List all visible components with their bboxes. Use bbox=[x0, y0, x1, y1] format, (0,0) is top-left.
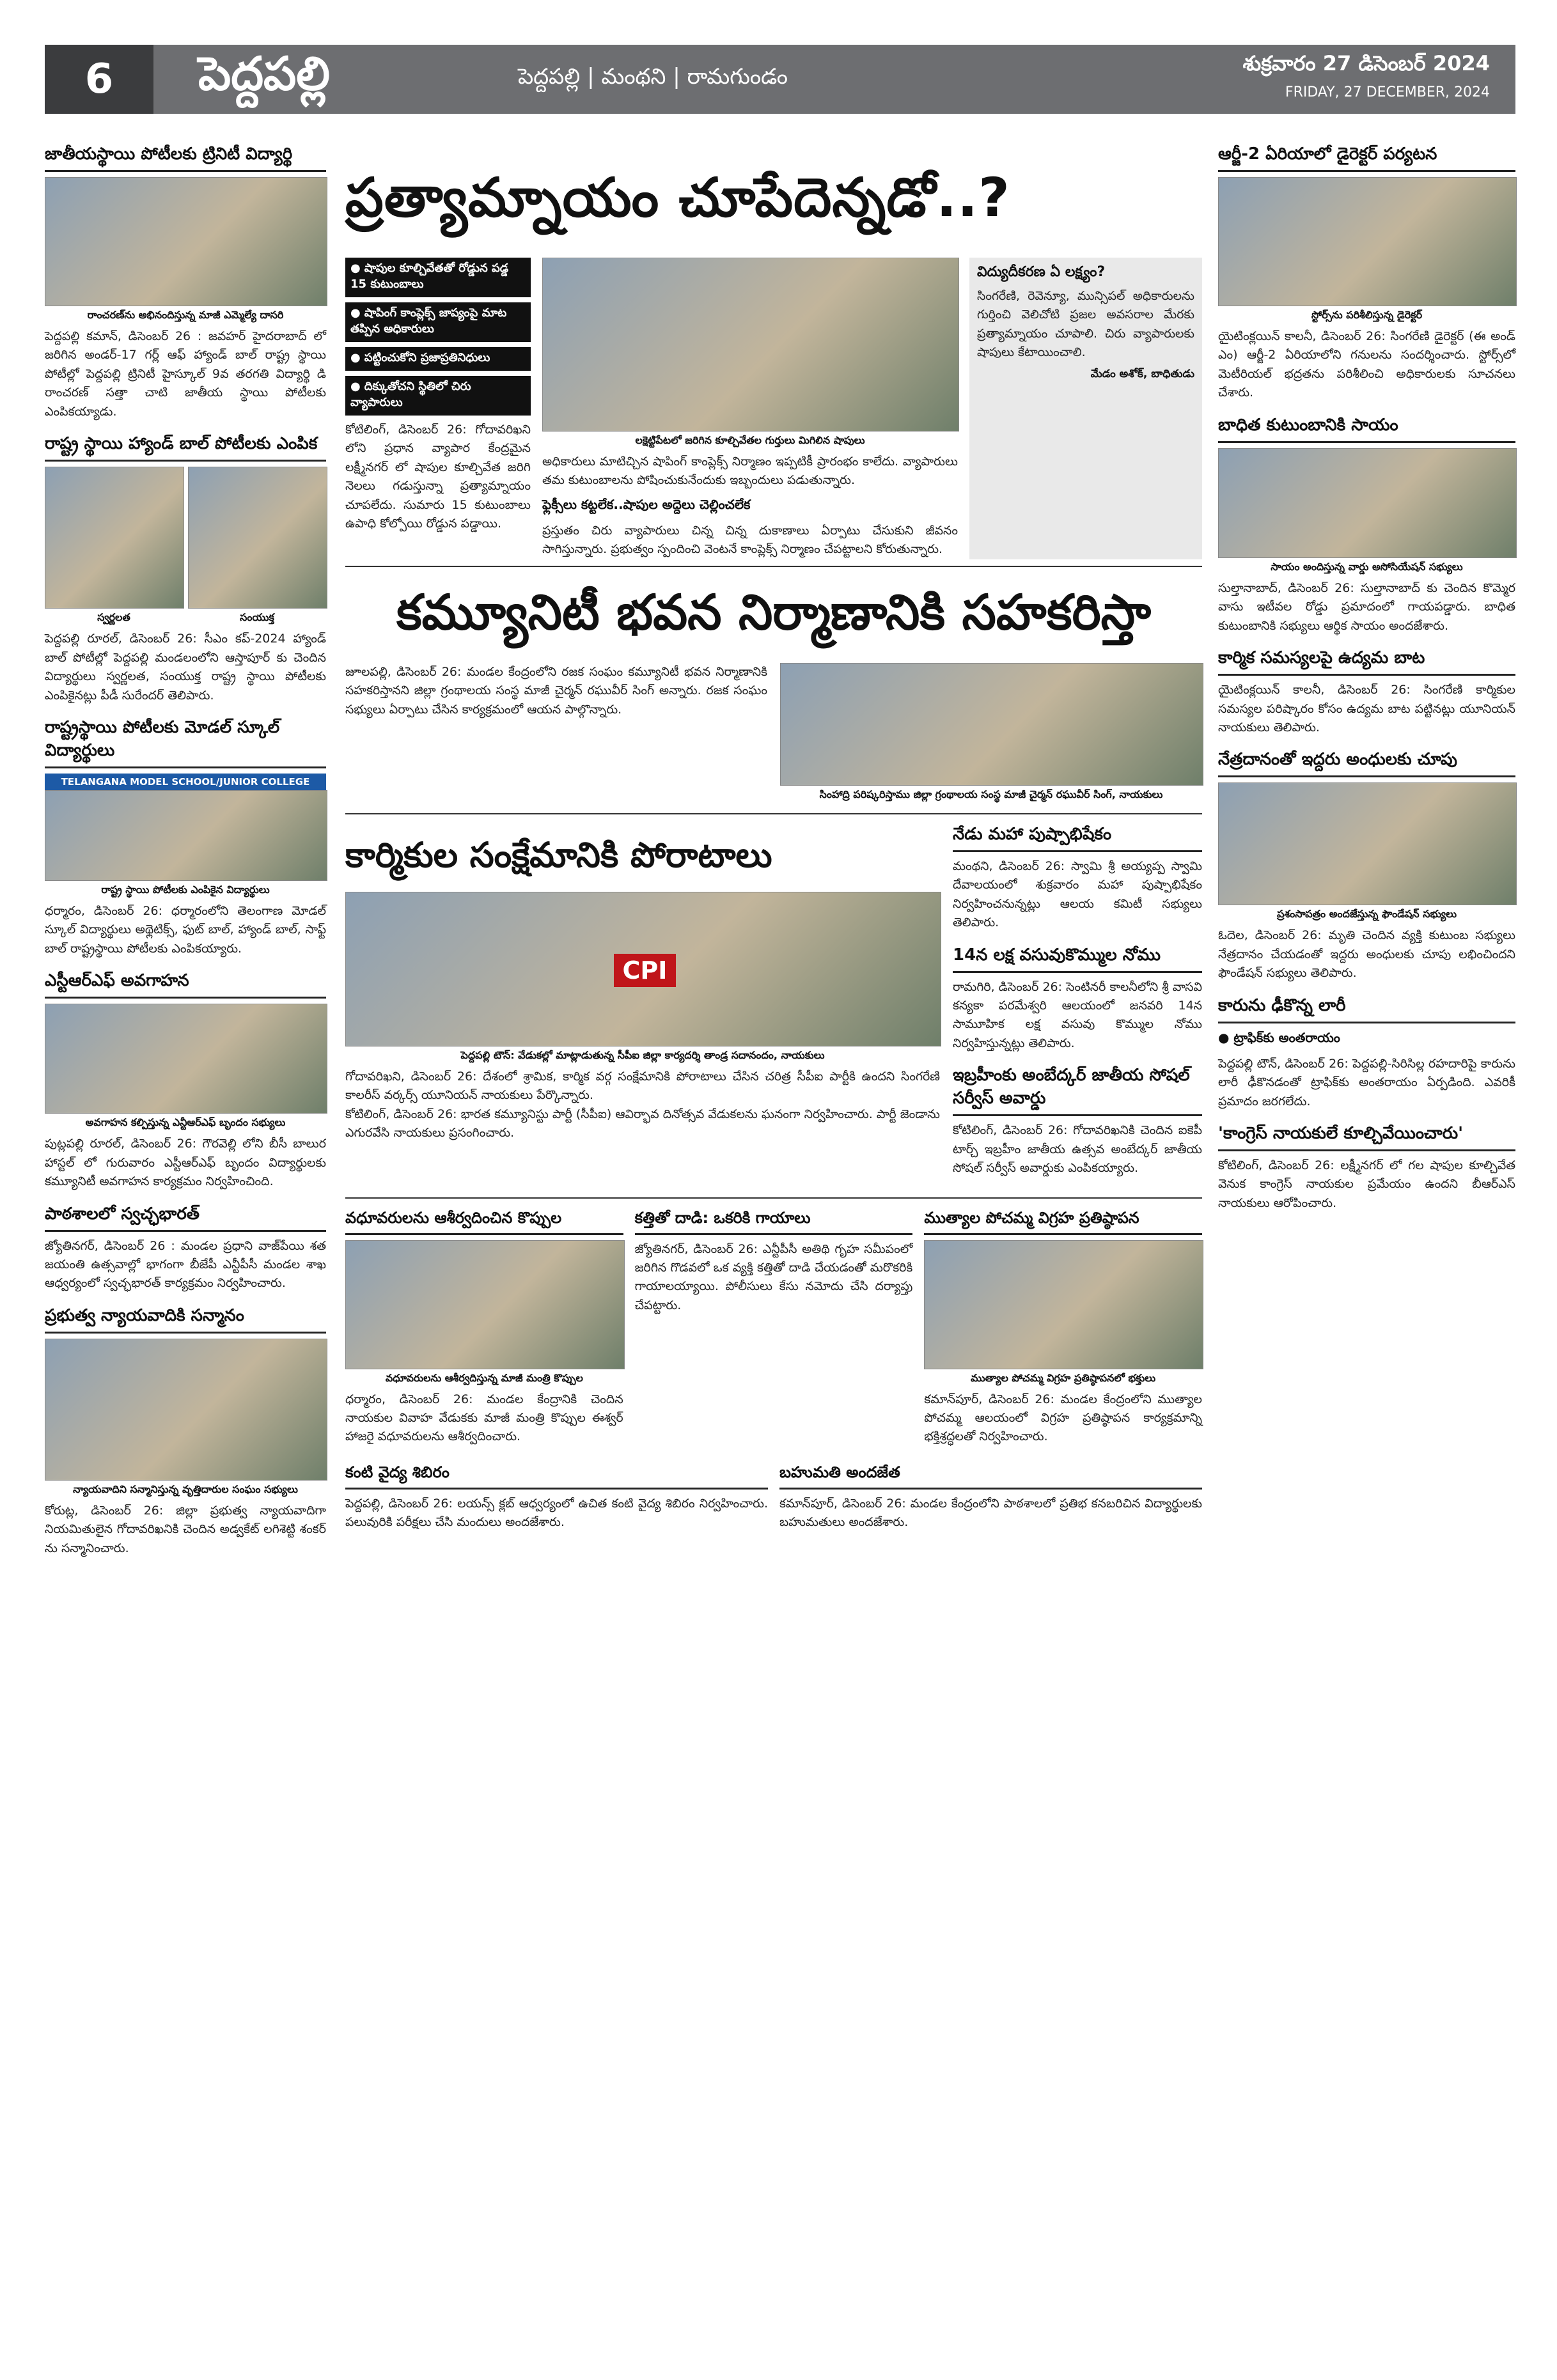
story-title: ఇబ్రహీంకు అంబేద్కర్ జాతీయ సోషల్ సర్వీస్ అవార్డు bbox=[953, 1066, 1202, 1116]
story-body: పుట్లపల్లి రూరల్, డిసెంబర్ 26: గౌరవెల్లి లోని బీసీ బాలుర హాస్టల్ లో గురువారం ఎస్టీఆర్ఎఫ్ బృందం విద్యార్థులకు కమ్యూనిటీ అవగాహన కార్యక్రమం నిర్వహించింది. bbox=[45, 1137, 326, 1189]
masthead bbox=[45, 45, 1515, 114]
sidebar-title: విద్యుదీకరణ ఏ లక్ష్యం? bbox=[977, 264, 1106, 280]
story-trinity-student bbox=[45, 144, 326, 421]
story-body: కోటిలింగ్, డిసెంబర్ 26: లక్ష్మీనగర్ లో గల షాపుల కూల్చివేత వెనుక కాంగ్రెస్ నాయకుల ప్రమేయం ఉందని బీఆర్ఎస్ నాయకులు ఆరోపించారు. bbox=[1218, 1158, 1515, 1210]
story-lorry-accident bbox=[1218, 996, 1515, 1111]
community-story bbox=[345, 584, 1202, 807]
story-title: ప్రభుత్వ న్యాయవాదికి సన్మానం bbox=[45, 1306, 326, 1334]
photo-caption: స్టోర్స్‌ను పరిశీలిస్తున్న డైరెక్టర్ bbox=[1311, 309, 1423, 321]
lead-bullet: ● షాపింగ్ కాంప్లెక్స్ జాప్యంపై మాట తప్పిన అధికారులు bbox=[345, 302, 531, 342]
story-body: సుల్తానాబాద్, డిసెంబర్ 26: సుల్తానాబాద్ కు చెందిన కొమ్మెర వాసు ఇటీవల రోడ్డు ప్రమాదంలో గాయపడ్డారు. బాధిత కుటుంబానికి సభ్యులు ఆర్థిక సాయం అందజేశారు. bbox=[1218, 580, 1515, 633]
news-photo bbox=[1218, 177, 1517, 306]
workers-body: కోటిలింగ్, డిసెంబర్ 26: భారత కమ్యూనిస్టు పార్టీ (సీపీఐ) ఆవిర్భావ దినోత్సవ వేడుకలను ఘనంగా నిర్వహించారు. పార్టీ జెండాను ఎగురవేసి నాయకులు ప్రసంగించారు. bbox=[345, 1107, 940, 1140]
story-title: ముత్యాల పోచమ్మ విగ్రహ ప్రతిష్ఠాపన bbox=[924, 1209, 1202, 1235]
story-knife-attack bbox=[635, 1205, 913, 1447]
lead-photo bbox=[542, 258, 959, 432]
story-handball-selection bbox=[45, 434, 326, 705]
story-title: జాతీయస్థాయి పోటీలకు ట్రినిటీ విద్యార్థి bbox=[45, 144, 326, 172]
story-eye-donation bbox=[1218, 750, 1515, 983]
photo-caption: లక్షెట్టిపేటలో జరిగిన కూల్చివేతల గుర్తులు మిగిలిన షాపులు bbox=[635, 434, 865, 446]
story-body: కమాన్‌పూర్, డిసెంబర్ 26: మండల కేంద్రంలోని ముత్యాల పోచమ్మ ఆలయంలో విగ్రహ ప్రతిష్ఠాపన కార్యక్రమాన్ని భక్తిశ్రద్ధలతో నిర్వహించారు. bbox=[924, 1392, 1203, 1444]
section-title: పెద్దపల్లి bbox=[198, 47, 330, 100]
story-prize-distribution bbox=[779, 1459, 1202, 1532]
story-subhead: ● ట్రాఫిక్‌కు అంతరాయం bbox=[1218, 1029, 1340, 1045]
photo-caption: న్యాయవాదిని సన్మానిస్తున్న వృత్తిదారుల సంఘం సభ్యులు bbox=[73, 1482, 298, 1495]
story-awareness bbox=[45, 971, 326, 1191]
news-photo bbox=[45, 177, 327, 306]
portrait-photo bbox=[45, 467, 184, 609]
story-title: నేత్రదానంతో ఇద్దరు అంధులకు చూపు bbox=[1218, 750, 1515, 777]
lead-sidebar bbox=[969, 258, 1202, 559]
bullet-icon: ● bbox=[350, 261, 361, 275]
photo-caption: పెద్దపల్లి టౌన్: వేడుకల్లో మాట్లాడుతున్న సీపీఐ జిల్లా కార్యదర్శి తాండ్ర సదానందం, నాయకులు bbox=[460, 1048, 825, 1061]
lead-body: అధికారులు మాటిచ్చిన షాపింగ్ కాంప్లెక్స్ నిర్మాణం ఇప్పటికీ ప్రారంభం కాలేదు. వ్యాపారులు తమ కుటుంబాలను పోషించుకునేందుకు ఇబ్బందులు పడుతున్నారు. bbox=[542, 455, 958, 488]
story-swachh-bharat bbox=[45, 1204, 326, 1293]
story-body: మంథని, డిసెంబర్ 26: స్వామి శ్రీ అయ్యప్ప స్వామి దేవాలయంలో శుక్రవారం మహా పుష్పాభిషేకం నిర్వహించనున్నట్లు ఆలయ కమిటీ సభ్యులు తెలిపారు. bbox=[953, 859, 1202, 930]
story-title: బాధిత కుటుంబానికి సాయం bbox=[1218, 416, 1515, 443]
story-title: కార్మిక సమస్యలపై ఉద్యమ బాట bbox=[1218, 648, 1515, 676]
story-body: యైటింక్లయిన్ కాలనీ, డిసెంబర్ 26: సింగరేణి డైరెక్టర్ (ఈ అండ్ ఎం) ఆర్జీ-2 ఏరియాలోని గనులను సందర్శించారు. స్టోర్స్‌లో మెటీరియల్ భద్రతను పరిశీలించి అధికారులకు సూచనలు చేశారు. bbox=[1218, 329, 1515, 400]
divider bbox=[345, 1197, 1202, 1199]
lead-headline: ప్రత్యామ్నాయం చూపేదెన్నడో..? bbox=[345, 166, 1010, 229]
story-award bbox=[953, 1066, 1202, 1178]
lead-body: ప్రస్తుతం చిరు వ్యాపారులు చిన్న చిన్న దుకాణాలు ఏర్పాటు చేసుకుని జీవనం సాగిస్తున్నారు. ప్రభుత్వం స్పందించి వెంటనే కాంప్లెక్స్ నిర్మాణం చేపట్టాలని కోరుతున్నారు. bbox=[542, 523, 958, 557]
story-eye-camp bbox=[345, 1459, 768, 1532]
story-workers-movement bbox=[1218, 648, 1515, 737]
story-pushpabhishekam bbox=[953, 825, 1202, 933]
story-title: 14న లక్ష వసువుకొమ్ముల నోము bbox=[953, 945, 1202, 973]
center-column bbox=[345, 141, 1202, 1545]
story-koppula-blessing bbox=[345, 1205, 623, 1447]
story-body: కోటిలింగ్, డిసెంబర్ 26: గోదావరిఖనికి చెందిన ఐకెపీ టార్చ్ ఇబ్రహీం జాతీయ ఉత్సవ అంబేద్కర్ జాతీయ సోషల్ సర్వీస్ అవార్డుకు ఎంపికయ్యారు. bbox=[953, 1123, 1202, 1176]
photo-caption: రాంచరణ్‌ను అభినందిస్తున్న మాజీ ఎమ్మెల్యే దాసరి bbox=[87, 309, 284, 321]
page-number: 6 bbox=[45, 45, 153, 114]
story-title: వధూవరులను ఆశీర్వదించిన కొప్పుల bbox=[345, 1209, 623, 1235]
story-title: ఎస్టీఆర్ఎఫ్ అవగాహన bbox=[45, 971, 326, 999]
photo-caption: ప్రశంసాపత్రం అందజేస్తున్న ఫౌండేషన్ సభ్యులు bbox=[1276, 908, 1457, 921]
date-english: FRIDAY, 27 DECEMBER, 2024 bbox=[1285, 84, 1490, 100]
story-title: కంటి వైద్య శిబిరం bbox=[345, 1463, 768, 1489]
photo-caption: అవగాహన కల్పిస్తున్న ఎన్టీఆర్ఎఫ్ బృందం సభ్యులు bbox=[85, 1116, 286, 1129]
right-column bbox=[1218, 141, 1515, 1225]
story-body: యైటింక్లయిన్ కాలనీ, డిసెంబర్ 26: సింగరేణి కార్మికుల సమస్యల పరిష్కారం కోసం ఉద్యమ బాట పట్టినట్లు యూనియన్ నాయకులు తెలిపారు. bbox=[1218, 683, 1515, 735]
story-congress-allegation bbox=[1218, 1124, 1515, 1213]
bullet-icon: ● bbox=[350, 306, 361, 320]
news-photo bbox=[1218, 782, 1517, 905]
story-body: జ్యోతినగర్, డిసెంబర్ 26 : మండల ప్రధాని వాజ్‌పేయి శత జయంతి ఉత్సవాల్లో భాగంగా బీజేపీ ఎన్టీపీసీ మండల శాఖ ఆధ్వర్యంలో స్వచ్ఛభారత్ కార్యక్రమం నిర్వహించారు. bbox=[45, 1238, 326, 1291]
photo-caption: ముత్యాల పోచమ్మ విగ్రహ ప్రతిష్ఠాపనలో భక్తులు bbox=[971, 1371, 1156, 1384]
news-photo bbox=[924, 1240, 1203, 1369]
divider bbox=[345, 566, 1202, 567]
bullet-icon: ● bbox=[350, 351, 361, 364]
bullet-icon: ● bbox=[350, 380, 361, 393]
story-family-aid bbox=[1218, 416, 1515, 635]
lead-bullet: ● పట్టించుకోని ప్రజాప్రతినిధులు bbox=[345, 347, 531, 371]
story-title: కత్తితో దాడి: ఒకరికి గాయాలు bbox=[635, 1209, 913, 1235]
photo-caption: సాయం అందిస్తున్న వార్డు అసోసియేషన్ సభ్యులు bbox=[1271, 560, 1463, 573]
lead-body: కోటిలింగ్, డిసెంబర్ 26: గోదావరిఖని లోని ప్రధాన వ్యాపార కేంద్రమైన లక్ష్మీనగర్ లో షాపుల కూల్చివేత జరిగి నెలలు గడుస్తున్నా ప్రత్యామ్నాయం చూపలేదు. సుమారు 15 కుటుంబాలు ఉపాధి కోల్పోయి రోడ్డున పడ్డాయి. bbox=[345, 423, 531, 531]
divider bbox=[345, 813, 1202, 814]
story-body: ఓదెల, డిసెంబర్ 26: మృతి చెందిన వ్యక్తి కుటుంబ సభ్యులు నేత్రదానం చేయడంతో ఇద్దరు అంధులకు చూపు లభించిందని ఫౌండేషన్ సభ్యులు తెలిపారు. bbox=[1218, 928, 1515, 981]
story-body: కోరుట్ల, డిసెంబర్ 26: జిల్లా ప్రభుత్వ న్యాయవాదిగా నియమితులైన గోదావరిఖనికి చెందిన అడ్వకేట్ లగిశెట్టి శంకర్ ను సన్మానించారు. bbox=[45, 1503, 326, 1555]
story-body: ధర్మారం, డిసెంబర్ 26: ధర్మారంలోని తెలంగాణ మోడల్ స్కూల్ విద్యార్థులు అథ్లెటిక్స్, ఫుట్ బాల్, హ్యాండ్ బాల్, సాఫ్ట్ బాల్ రాష్ట్రస్థాయి పోటీలకు ఎంపికయ్యారు. bbox=[45, 903, 326, 956]
community-headline: కమ్యూనిటీ భవన నిర్మాణానికి సహకరిస్తా bbox=[396, 583, 1151, 641]
news-photo bbox=[345, 1240, 625, 1369]
lead-bullet: ● దిక్కుతోచని స్థితిలో చిరు వ్యాపారులు bbox=[345, 376, 531, 416]
left-column bbox=[45, 141, 326, 1571]
section-areas: పెద్దపల్లి | మంథని | రామగుండం bbox=[518, 64, 788, 89]
story-nomu bbox=[953, 945, 1202, 1054]
story-title: రాష్ట్రస్థాయి పోటీలకు మోడల్ స్కూల్ విద్యార్థులు bbox=[45, 718, 326, 768]
photo-caption: సంయుక్త bbox=[240, 611, 274, 624]
date-telugu: శుక్రవారం 27 డిసెంబర్ 2024 bbox=[1242, 51, 1490, 75]
story-title: రాష్ట్ర స్థాయి హ్యాండ్ బాల్ పోటీలకు ఎంపిక bbox=[45, 434, 326, 462]
story-director-visit bbox=[1218, 144, 1515, 403]
story-model-school bbox=[45, 718, 326, 958]
story-body: కమాన్‌పూర్, డిసెంబర్ 26: మండల కేంద్రంలోని పాఠశాలలో ప్రతిభ కనబరిచిన విద్యార్థులకు బహుమతులు అందజేశారు. bbox=[779, 1496, 1202, 1530]
sidebar-body: సింగరేణి, రెవెన్యూ, మున్సిపల్ అధికారులను గుర్తించి వెలిచోటి ప్రజల అవసరాల మేరకు ప్రత్యామ్నాయం చూపాలి. చిరు వ్యాపారులకు షాపులు కేటాయించాలి. bbox=[977, 289, 1194, 360]
news-photo bbox=[345, 892, 941, 1046]
story-title: 'కాంగ్రెస్ నాయకులే కూల్చివేయించారు' bbox=[1218, 1124, 1515, 1151]
story-body: పెద్దపల్లి టౌన్, డిసెంబర్ 26: పెద్దపల్లి-సిరిసిల్ల రహదారిపై కారును లారీ ఢీకొనడంతో ట్రాఫిక్‌కు అంతరాయం ఏర్పడింది. ఎవరికీ ప్రమాదం జరగలేదు. bbox=[1218, 1056, 1515, 1108]
news-photo bbox=[780, 663, 1203, 786]
lead-bullets bbox=[345, 258, 531, 559]
sidebar-byline: మేడం అశోక్, బాధితుడు bbox=[1090, 367, 1194, 380]
photo-caption: సింహాద్రి పరిష్కరిస్తాము జిల్లా గ్రంథాలయ సంస్థ మాజీ చైర్మన్ రఘువీర్ సింగ్, నాయకులు bbox=[819, 788, 1163, 800]
story-body: రామగిరి, డిసెంబర్ 26: సెంటినరీ కాలనీలోని శ్రీ వాసవి కన్యకా పరమేశ్వరి ఆలయంలో జనవరి 14న సామూహిక లక్ష వసువు కొమ్ముల నోము నిర్వహిస్తున్నట్లు తెలిపారు. bbox=[953, 979, 1202, 1050]
lead-story bbox=[345, 166, 1202, 559]
story-title: బహుమతి అందజేత bbox=[779, 1463, 1202, 1489]
bullet-icon: ● bbox=[1218, 1029, 1234, 1045]
story-title: ఆర్జీ-2 ఏరియాలో డైరెక్టర్ పర్యటన bbox=[1218, 144, 1515, 172]
cpi-banner: CPI bbox=[614, 954, 677, 987]
lead-subhead: ఫ్లెక్సీలు కట్టలేక..షాపుల అద్దెలు చెల్లించలేక bbox=[542, 496, 751, 512]
workers-body: గోదావరిఖని, డిసెంబర్ 26: దేశంలో శ్రామిక, కార్మిక వర్గ సంక్షేమానికి పోరాటాలు చేసిన చరిత్ర సీపీఐ పార్టీకి ఉందని సింగరేణి కాలరీస్ వర్కర్స్ యూనియన్ నాయకులు పేర్కొన్నారు. bbox=[345, 1069, 940, 1103]
story-body: పెద్దపల్లి రూరల్, డిసెంబర్ 26: సీఎం కప్-2024 హ్యాండ్ బాల్ పోటీల్లో పెద్దపల్లి మండలంలోని ఆస్తాపూర్ కు చెందిన విద్యార్థులు స్వర్ణలత, సంయుక్త రాష్ట్ర స్థాయి పోటీలకు ఎంపికైనట్లు పీడీ సురేందర్ తెలిపారు. bbox=[45, 632, 326, 703]
news-photo bbox=[45, 790, 327, 881]
news-photo bbox=[45, 1004, 327, 1114]
photo-caption: రాష్ట్ర స్థాయి పోటీలకు ఎంపికైన విద్యార్థులు bbox=[101, 883, 270, 896]
news-photo bbox=[45, 1339, 327, 1481]
story-title: నేడు మహా పుష్పాభిషేకం bbox=[953, 825, 1202, 852]
story-title: పాఠశాలలో స్వచ్ఛభారత్ bbox=[45, 1204, 326, 1232]
workers-story bbox=[345, 821, 940, 1191]
story-body: జ్యోతినగర్, డిసెంబర్ 26: ఎన్టీపీసీ అతిథి గృహ సమీపంలో జరిగిన గొడవలో ఒక వ్యక్తి కత్తితో దాడి చేయడంతో మరొకరికి గాయాలయ్యాయి. పోలీసులు కేసు నమోదు చేసి దర్యాప్తు చేపట్టారు. bbox=[634, 1241, 913, 1312]
story-body: పెద్దపల్లి, డిసెంబర్ 26: లయన్స్ క్లబ్ ఆధ్వర్యంలో ఉచిత కంటి వైద్య శిబిరం నిర్వహించారు. పలువురికి పరీక్షలు చేసి మందులు అందజేశారు. bbox=[345, 1496, 768, 1530]
lead-bullet: ● షాపుల కూల్చివేతతో రోడ్డున పడ్డ 15 కుటుంబాలు bbox=[345, 258, 531, 297]
portrait-photo bbox=[188, 467, 327, 609]
story-pochamma-idol bbox=[924, 1205, 1202, 1447]
story-title: కారును ఢీకొన్న లారీ bbox=[1218, 996, 1515, 1023]
story-body: పెద్దపల్లి కమాన్, డిసెంబర్ 26 : జవహర్ హైదరాబాద్ లో జరిగిన అండర్-17 గర్ల్ ఆఫ్ హ్యాండ్ బాల్ రాష్ట్ర స్థాయి పోటీల్లో పెద్దపల్లి ట్రినిటీ హైస్కూల్ 9వ తరగతి విద్యార్థి డి రాంచరణ్ సత్తా చాటి జాతీయ స్థాయి పోటీలకు ఎంపికయ్యాడు. bbox=[45, 329, 326, 419]
photo-caption: వధూవరులను ఆశీర్వదిస్తున్న మాజీ మంత్రి కొప్పుల bbox=[385, 1371, 583, 1384]
workers-headline: కార్మికుల సంక్షేమానికి పోరాటాలు bbox=[345, 834, 772, 875]
edition-date bbox=[1243, 51, 1490, 100]
news-photo bbox=[1218, 448, 1517, 558]
photo-caption: స్వర్ణలత bbox=[97, 611, 130, 624]
school-banner: TELANGANA MODEL SCHOOL/JUNIOR COLLEGE bbox=[45, 774, 326, 790]
story-advocate-felicitation bbox=[45, 1306, 326, 1558]
story-body: ధర్మారం, డిసెంబర్ 26: మండల కేంద్రానికి చెందిన నాయకుల వివాహ వేడుకకు మాజీ మంత్రి కొప్పుల ఈశ్వర్ హాజరై వధూవరులను ఆశీర్వదించారు. bbox=[345, 1392, 623, 1444]
community-body: జూలపల్లి, డిసెంబర్ 26: మండల కేంద్రంలోని రజక సంఘం కమ్యూనిటీ భవన నిర్మాణానికి సహకరిస్తానని జిల్లా గ్రంథాలయ సంస్థ మాజీ చైర్మన్ రఘువీర్ సింగ్ అన్నారు. రజక సంఘం సభ్యులు ఏర్పాటు చేసిన కార్యక్రమంలో ఆయన పాల్గొన్నారు. bbox=[345, 664, 767, 717]
